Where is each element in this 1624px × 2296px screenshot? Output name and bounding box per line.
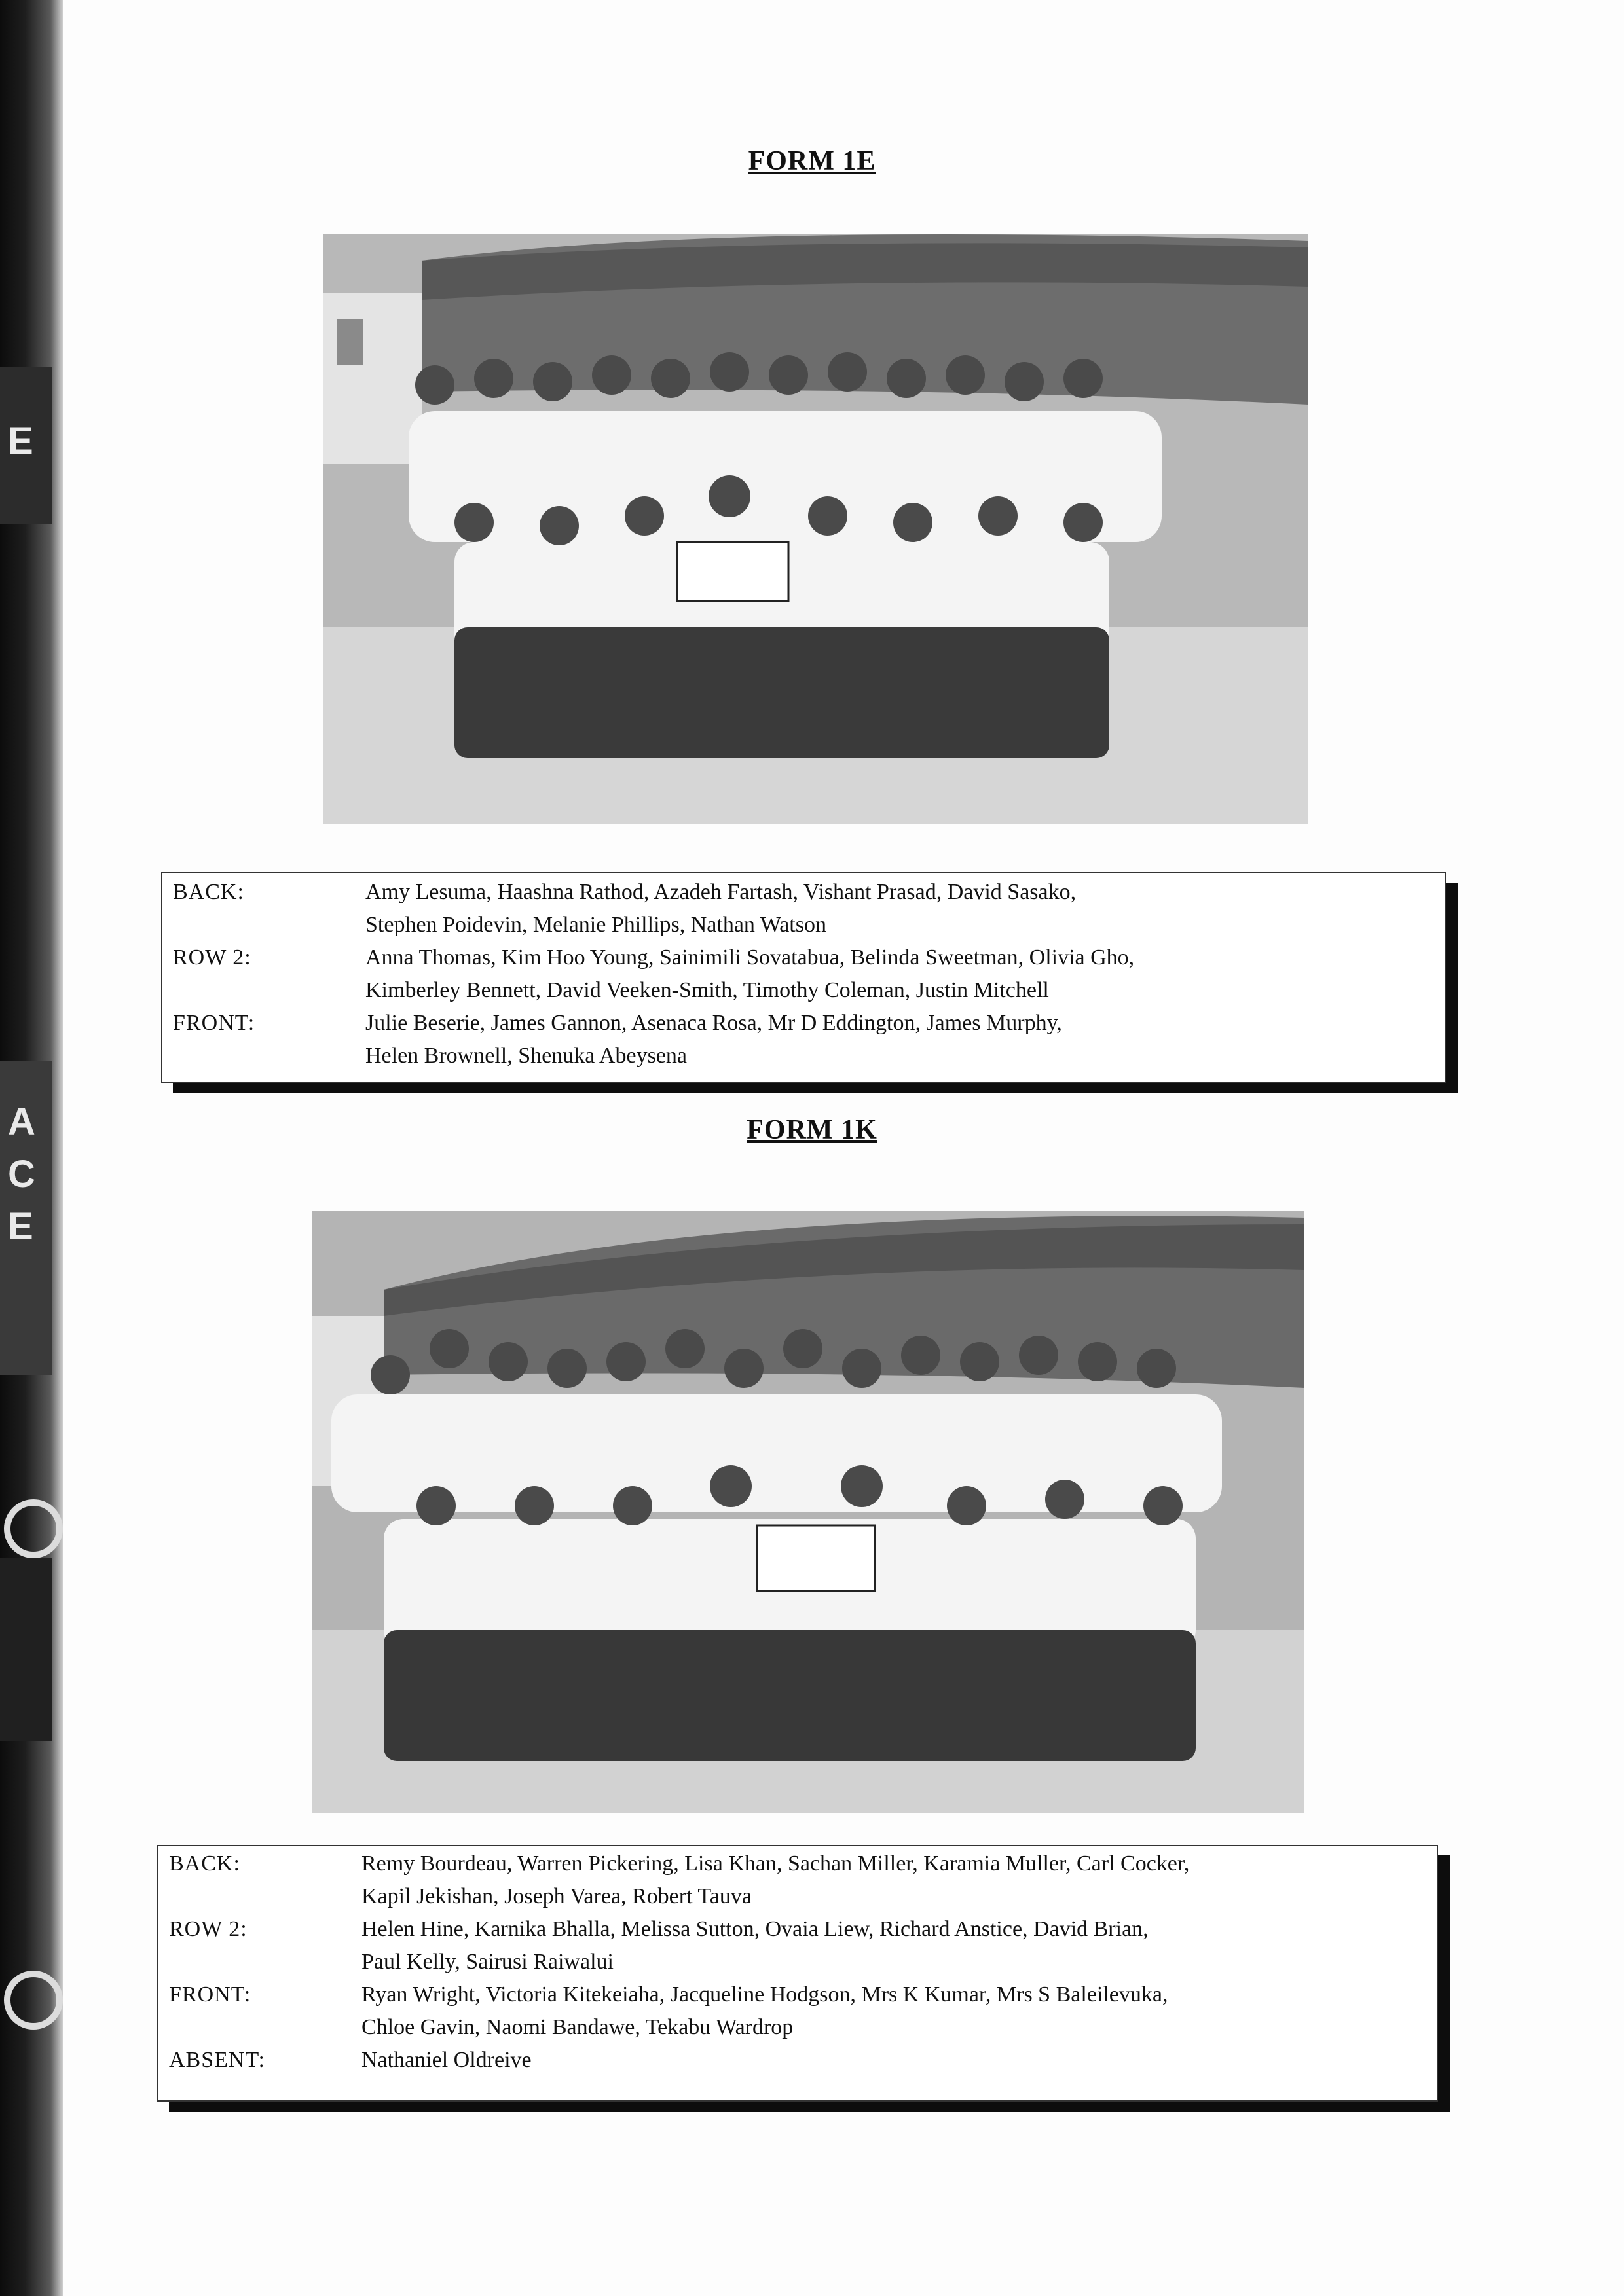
row-label: FRONT: [173, 1011, 255, 1035]
row-label: FRONT: [169, 1982, 251, 2007]
row-names [361, 2044, 532, 2077]
names-line: Helen Hine, Karnika Bhalla, Melissa Sutton, Ovaia Liew, Richard Anstice, David Brian, [361, 1917, 1149, 1941]
names-line: Julie Beserie, James Gannon, Asenaca Rosa, Mr D Eddington, James Murphy, [365, 1011, 1062, 1035]
row-label: ROW 2: [173, 945, 251, 970]
form-1e-class-photo [323, 234, 1308, 824]
row-names [361, 1978, 1168, 2044]
row-names [361, 1848, 1189, 1913]
names-line: Remy Bourdeau, Warren Pickering, Lisa Khan, Sachan Miller, Karamia Muller, Carl Cocker, [361, 1851, 1190, 1876]
row-names [365, 1007, 1062, 1072]
row-label: BACK: [169, 1851, 240, 1876]
row-label: BACK: [173, 880, 244, 904]
class-photo-graphic [312, 1211, 1304, 1813]
row-label: ABSENT: [169, 2048, 265, 2072]
spine-letter-graphic: C [8, 1153, 35, 1195]
form-1k-caption-box [157, 1845, 1438, 2102]
class-photo-graphic [323, 234, 1308, 824]
spine-letter-graphic: E [8, 1205, 33, 1248]
row-names [361, 1913, 1149, 1978]
names-line: Helen Brownell, Shenuka Abeysena [365, 1044, 687, 1068]
form-1e-caption-box [161, 872, 1446, 1083]
names-line: Kapil Jekishan, Joseph Varea, Robert Tauva [361, 1884, 752, 1908]
row-names [365, 941, 1134, 1007]
form-1e-title: FORM 1E [748, 146, 876, 176]
names-line: Ryan Wright, Victoria Kitekeiaha, Jacqueline Hodgson, Mrs K Kumar, Mrs S Baleilevuka, [361, 1982, 1168, 2007]
names-line: Amy Lesuma, Haashna Rathod, Azadeh Fartash, Vishant Prasad, David Sasako, [365, 880, 1077, 904]
form-1k-class-photo [312, 1211, 1304, 1813]
names-line: Paul Kelly, Sairusi Raiwalui [361, 1950, 614, 1974]
spine-ring-graphic [4, 1971, 63, 2030]
names-line: Nathaniel Oldreive [361, 2048, 532, 2072]
names-line: Kimberley Bennett, David Veeken-Smith, Timothy Coleman, Justin Mitchell [365, 978, 1049, 1002]
spine-letter-graphic: A [8, 1101, 35, 1143]
names-line: Stephen Poidevin, Melanie Phillips, Nathan Watson [365, 913, 826, 937]
names-line: Anna Thomas, Kim Hoo Young, Sainimili Sovatabua, Belinda Sweetman, Olivia Gho, [365, 945, 1135, 970]
spine-band [0, 1558, 52, 1741]
names-line: Chloe Gavin, Naomi Bandawe, Tekabu Wardrop [361, 2015, 794, 2039]
spine-ring-graphic [4, 1499, 63, 1558]
form-1k-title: FORM 1K [747, 1115, 877, 1145]
spine-letter-graphic: E [8, 420, 33, 462]
row-label: ROW 2: [169, 1917, 248, 1941]
row-names [365, 876, 1076, 941]
book-spine [0, 0, 63, 2296]
